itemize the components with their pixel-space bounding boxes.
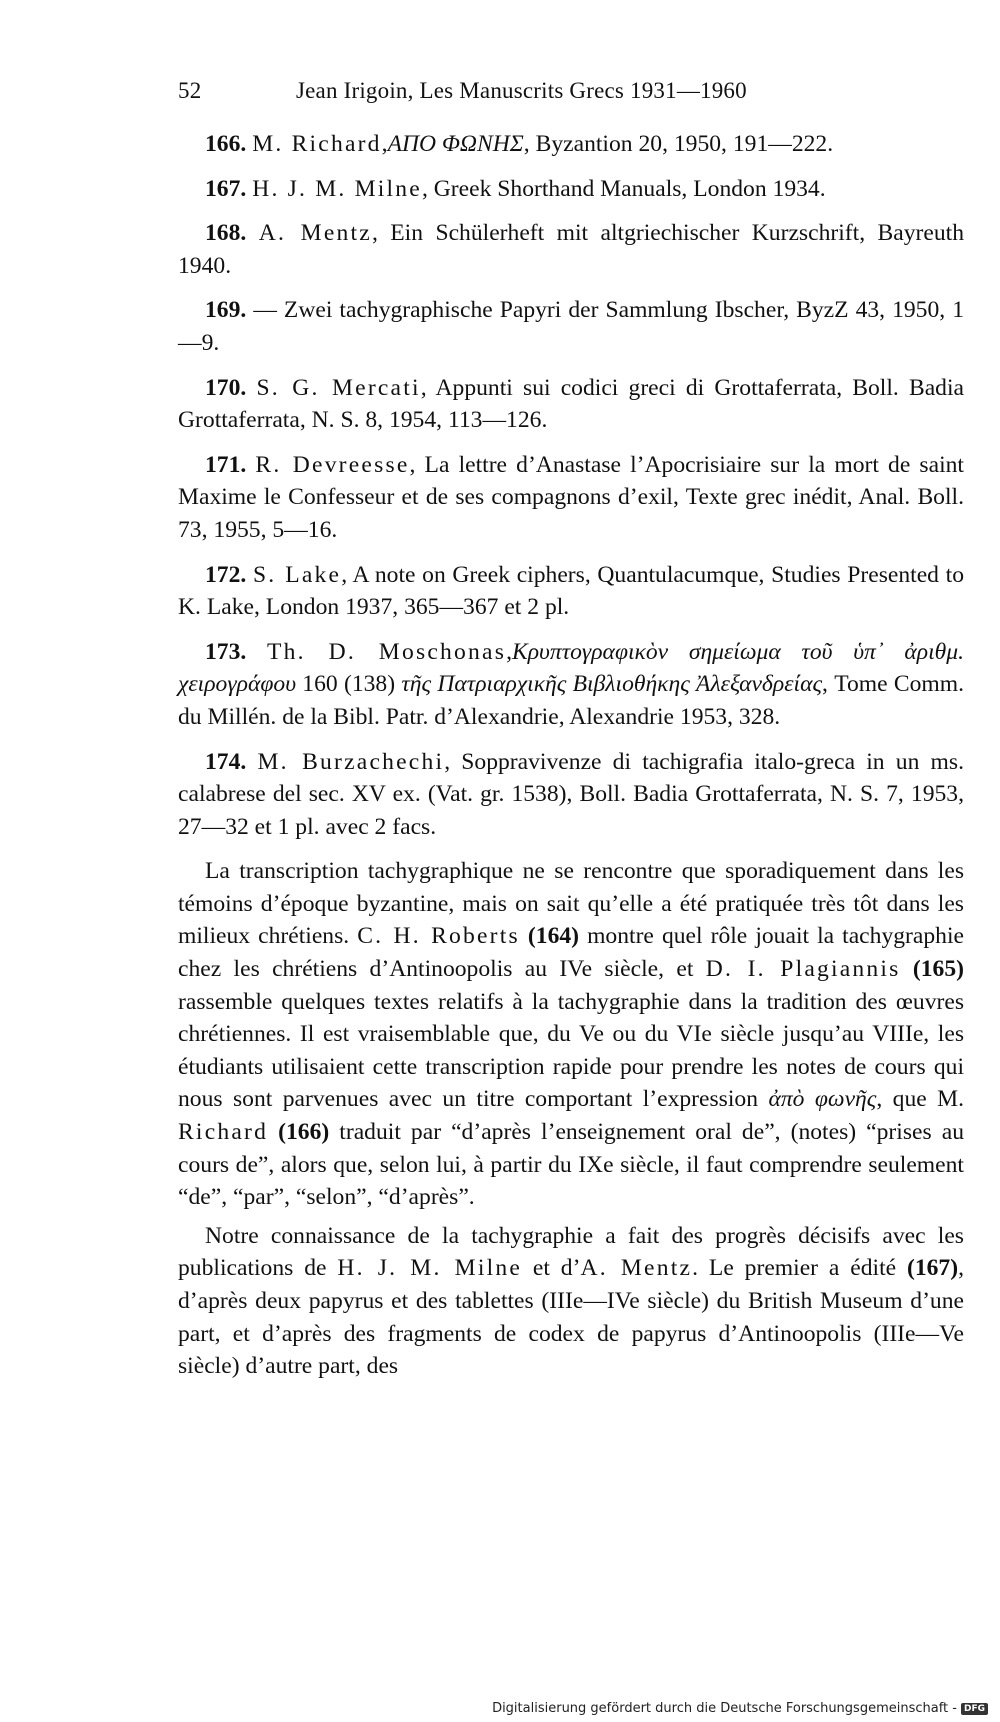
entry-number: 167.: [205, 175, 247, 202]
running-title: Jean Irigoin, Les Manuscrits Grecs 1931—1960: [296, 78, 747, 103]
page-number: 52: [178, 78, 202, 103]
footer-text: Digitalisierung gefördert durch die Deutsche Forschungsgemeinschaft -: [492, 1701, 957, 1716]
author-name: H. J. M. Milne: [337, 1255, 523, 1282]
bib-entry-173: 173. Th. D. Moschonas,Κρυπτογραφικὸν σημείωμα τοῦ ὑπ᾽ ἀριθμ. χειρογράφου 160 (138) τῆς Πατριαρχικῆς Βιβλιοθήκης Ἀλεξανδρείας, Tome Comm. du Millén. de la Bibl. Patr. d’Alexandrie, Alexandrie 1953, 328.: [178, 638, 964, 730]
entry-author: R. Devreesse: [255, 451, 410, 478]
body-paragraph-1: La transcription tachygraphique ne se rencontre que sporadiquement dans les témoins d’époque byzantine, mais on sait qu’elle a été pratiquée très tôt dans les milieux chrétiens. C. H. Roberts (164) montre quel rôle jouait la tachygraphie chez les chrétiens d’Antinoopolis au IVe siècle, et D. I. Plagiannis (165) rassemble quelques textes relatifs à la tachygraphie dans la tradition des œuvres chrétiennes. Il est vraisemblable que, du Ve ou du VIe siècle jusqu’au VIIIe, les étudiants utilisaient cette transcription rapide pour prendre les notes de cours qui nous sont parvenues avec un titre comportant l’expression ἀπὸ φωνῆς, que M. Richard (166) traduit par “d’après l’enseignement oral de”, (notes) “prises au cours de”, alors que, selon lui, à partir du IXe siècle, il faut comprendre seulement “de”, “par”, “selon”, “d’après”.: [178, 858, 964, 1211]
entry-text: — Zwei tachygraphische Papyri der Sammlung Ibscher, ByzZ 43, 1950, 1—9.: [178, 297, 964, 356]
author-name: D. I. Plagiannis: [705, 956, 901, 983]
author-name: A. Mentz: [580, 1255, 693, 1282]
bib-entry-166: 166. M. Richard,ΑΠΟ ΦΩΝΗΣ, Byzantion 20, 1950, 191—222.: [205, 131, 834, 157]
entry-author: S. Lake: [252, 561, 342, 588]
entry-text: Greek Shorthand Manuals, London 1934.: [427, 175, 826, 202]
reference-number: (167): [906, 1255, 959, 1282]
entry-number: 168.: [205, 220, 247, 247]
entry-text: A note on Greek ciphers, Quantulacumque, Studies Presented to K. Lake, London 1937, 365—367 et 2 pl.: [178, 561, 964, 621]
entry-greek-title-2: τῆς Πατριαρχικῆς Βιβλιοθήκης Ἀλεξανδρείας: [401, 671, 823, 698]
reference-number: (166): [278, 1119, 330, 1146]
entry-author: S. G. Mercati: [256, 374, 421, 401]
entry-text: Appunti sui codici greci di Grottaferrata, Boll. Badia Grottaferrata, N. S. 8, 1954, 113—126.: [178, 374, 964, 434]
digitization-footer: [492, 1701, 988, 1716]
bib-entry-170: 170. S. G. Mercati, Appunti sui codici greci di Grottaferrata, Boll. Badia Grottaferrata, N. S. 8, 1954, 113—126.: [178, 374, 964, 434]
bib-entry-174: 174. M. Burzachechi, Soppravivenze di tachigrafia italo-greca in un ms. calabrese del sec. XV ex. (Vat. gr. 1538), Boll. Badia Grottaferrata, N. S. 7, 1953, 27—32 et 1 pl. avec 2 facs.: [178, 748, 964, 840]
bib-entry-169: [178, 294, 964, 359]
page-body: [178, 128, 964, 1383]
entry-number: 173.: [205, 638, 247, 665]
entry-author: Th. D. Moschonas: [266, 638, 507, 665]
author-name: C. H. Roberts: [357, 923, 520, 950]
greek-expression: ἀπὸ φωνῆς: [768, 1086, 877, 1113]
entry-number: 169.: [205, 297, 247, 324]
reference-number: (165): [912, 956, 964, 983]
entry-number: 166.: [205, 131, 247, 157]
body-paragraph-2: Notre connaissance de la tachygraphie a fait des progrès décisifs avec les publications de H. J. M. Milne et d’A. Mentz. Le premier a édité (167), d’après deux papyrus et des tablettes (IIIe—IVe siècle) du British Museum d’une part, et d’après des fragments de codex de papyrus d’Antinoopolis (IIIe—Ve siècle) d’autre part, des: [178, 1222, 964, 1380]
entry-text-2: , Tome Comm. du Millén. de la Bibl. Patr. d’Alexandrie, Alexandrie 1953, 328.: [178, 671, 964, 730]
entry-greek-title: ΑΠΟ ΦΩΝΗΣ: [387, 131, 524, 157]
dfg-logo: DFG: [961, 1703, 988, 1715]
entry-number: 171.: [205, 451, 247, 478]
reference-number: (164): [527, 923, 580, 950]
entry-number: 174.: [205, 748, 247, 775]
entry-text: La lettre d’Anastase l’Apocrisiaire sur la mort de saint Maxime le Confesseur et de ses compagnons d’exil, Texte grec inédit, Anal. Boll. 73, 1955, 5—16.: [178, 451, 964, 543]
bib-entry-167: 167. H. J. M. Milne, Greek Shorthand Manuals, London 1934.: [205, 175, 826, 202]
entry-number: 172.: [205, 561, 247, 588]
bib-entry-168: 168. A. Mentz, Ein Schülerheft mit altgriechischer Kurzschrift, Bayreuth 1940.: [178, 220, 964, 279]
entry-text: 160 (138): [296, 671, 402, 698]
entry-text: , Byzantion 20, 1950, 191—222.: [523, 131, 834, 157]
entry-text: Soppravivenze di tachigrafia italo-greca in un ms. calabrese del sec. XV ex. (Vat. gr. 1538), Boll. Badia Grottaferrata, N. S. 7, 1953, 27—32 et 1 pl. avec 2 facs.: [178, 748, 964, 840]
entry-author: M. Burzachechi: [257, 748, 445, 775]
bib-entry-171: 171. R. Devreesse, La lettre d’Anastase l’Apocrisiaire sur la mort de saint Maxime le Confesseur et de ses compagnons d’exil, Texte grec inédit, Anal. Boll. 73, 1955, 5—16.: [178, 451, 964, 543]
entry-author: A. Mentz: [258, 220, 372, 247]
entry-text: Ein Schülerheft mit altgriechischer Kurzschrift, Bayreuth 1940.: [178, 220, 964, 279]
entry-author: H. J. M. Milne: [252, 175, 422, 202]
author-name: Richard: [178, 1119, 269, 1146]
bib-entry-172: 172. S. Lake, A note on Greek ciphers, Quantulacumque, Studies Presented to K. Lake, London 1937, 365—367 et 2 pl.: [178, 561, 964, 621]
entry-number: 170.: [205, 374, 247, 401]
entry-greek-title: Κρυπτογραφικὸν σημείωμα τοῦ ὑπ᾽ ἀριθμ. χειρογράφου: [178, 638, 964, 698]
entry-author: M. Richard: [252, 131, 382, 157]
bibliography-list: [178, 128, 964, 843]
running-header: [178, 78, 958, 104]
